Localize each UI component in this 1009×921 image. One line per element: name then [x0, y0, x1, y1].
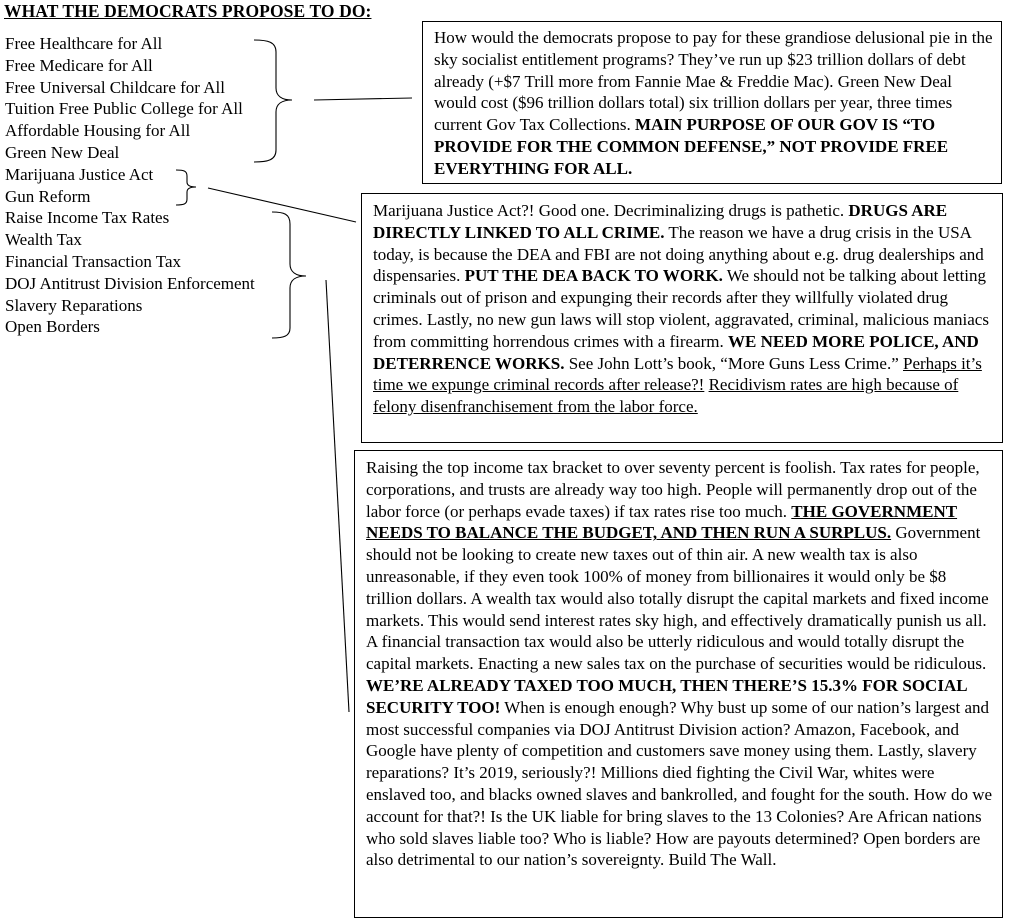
- drugs-underlined-1: Perhaps it’s time we expunge criminal records after release?!: [373, 353, 982, 395]
- taxes-rebuttal-box: [354, 450, 1003, 918]
- drugs-emphasis-1: DRUGS ARE DIRECTLY LINKED TO ALL CRIME.: [373, 201, 948, 242]
- funding-rebuttal-emphasis: MAIN PURPOSE OF OUR GOV IS “TO PROVIDE FOR THE COMMON DEFENSE,” NOT PROVIDE FREE EVERYTHING FOR ALL.: [434, 115, 949, 178]
- drugs-text-2: The reason we have a drug crisis in the USA today, is because the DEA and FBI are not doing anything about e.g. drug dealerships and dispensaries.: [373, 222, 984, 286]
- connector-line-taxes: [326, 280, 349, 712]
- drugs-guns-rebuttal-box: [361, 193, 1003, 443]
- drugs-text-3: We should not be talking about letting criminals out of prison and expunging their records after they willfully violated drug crimes. Lastly, no new gun laws will stop violent, aggravated, criminal, malicious maniacs from committing horrendous crimes with a firearm.: [373, 266, 989, 351]
- brace-taxes: [272, 212, 306, 338]
- drugs-text-1: Marijuana Justice Act?! Good one. Decriminalizing drugs is pathetic.: [373, 201, 849, 220]
- drugs-text-4: See John Lott’s book, “More Guns Less Crime.”: [564, 353, 903, 373]
- proposal-item-gun-reform: Gun Reform: [5, 186, 91, 206]
- drugs-emphasis-3: WE NEED MORE POLICE, AND DETERRENCE WORKS.: [373, 331, 979, 373]
- proposal-item-open-borders: Open Borders: [5, 317, 100, 337]
- proposal-item-wealth-tax: Wealth Tax: [5, 230, 82, 250]
- funding-rebuttal-box: [422, 21, 1002, 184]
- taxes-text-2: Government should not be looking to create new taxes out of thin air. A new wealth tax is also unreasonable, if they even took 100% of money from billionaires it would only be $8 trillion dollars. A wealth tax would also totally disrupt the capital markets and fixed income markets. This would send interest rates sky high, and effectively dramatically punish us all. A financial transaction tax would also be utterly ridiculous and would totally disrupt the capital markets. Enacting a new sales tax on the purchase of securities would be ridiculous.: [366, 523, 989, 674]
- proposal-item-marijuana-justice-act: Marijuana Justice Act: [5, 164, 154, 184]
- funding-rebuttal-text: [434, 27, 993, 180]
- proposal-list: [5, 33, 255, 338]
- drugs-guns-rebuttal-text: [373, 200, 994, 418]
- taxes-rebuttal-text: [366, 457, 994, 871]
- taxes-emphasis-1: WE’RE ALREADY TAXED TOO MUCH, THEN THERE’S 15.3% FOR SOCIAL SECURITY TOO!: [366, 675, 967, 717]
- proposal-item-universal-childcare: Free Universal Childcare for All: [5, 77, 225, 97]
- taxes-text-3: When is enough enough? Why bust up some of our nation’s largest and most successful companies via DOJ Antitrust Division action? Amazon, Facebook, and Google have plenty of competition and customers save money using them. Lastly, slavery reparations? It’s 2019, seriously?! Millions died fighting the Civil War, whites were enslaved too, and blacks owned slaves and bankrolled, and fought for the south. How do we account for that?! Is the UK liable for bring slaves to the 13 Colonies? Are African nations who sold slaves liable too? Who is liable? How are payouts determined? Open borders are also detrimental to our nation’s sovereignty. Build The Wall.: [366, 697, 993, 870]
- brace-entitlements: [254, 40, 292, 162]
- proposal-item-affordable-housing: Affordable Housing for All: [5, 121, 191, 141]
- taxes-emphasis-underlined-text: THE GOVERNMENT NEEDS TO BALANCE THE BUDGET, AND THEN RUN A SURPLUS.: [366, 501, 958, 543]
- page-title: WHAT THE DEMOCRATS PROPOSE TO DO:: [4, 1, 372, 21]
- proposal-item-slavery-reparations: Slavery Reparations: [5, 295, 143, 315]
- proposal-item-doj-antitrust: DOJ Antitrust Division Enforcement: [5, 273, 255, 293]
- drugs-underlined-2: Recidivism rates are high because of felony disenfranchisement from the labor force.: [373, 375, 959, 417]
- proposal-item-financial-transaction-tax: Financial Transaction Tax: [5, 251, 182, 271]
- funding-rebuttal-body: How would the democrats propose to pay for these grandiose delusional pie in the sky socialist entitlement programs? They’ve run up $23 trillion dollars of debt already (+$7 Trill more from Fannie Mae & Freddie Mac). Green New Deal would cost ($96 trillion dollars total) six trillion dollars per year, three times current Gov Tax Collections.: [434, 28, 993, 135]
- connector-line-entitlements: [314, 98, 412, 100]
- drugs-emphasis-2: PUT THE DEA BACK TO WORK.: [464, 266, 723, 286]
- proposal-item-tuition-free-college: Tuition Free Public College for All: [5, 99, 243, 119]
- proposal-item-free-medicare: Free Medicare for All: [5, 55, 153, 75]
- taxes-text-1: Raising the top income tax bracket to over seventy percent is foolish. Tax rates for people, corporations, and trusts are already way too high. People will permanently drop out of the labor force (or perhaps evade taxes) if tax rates rise too much.: [366, 458, 980, 521]
- proposal-item-raise-income-tax: Raise Income Tax Rates: [5, 208, 170, 228]
- proposal-item-green-new-deal: Green New Deal: [5, 142, 120, 162]
- proposal-item-free-healthcare: Free Healthcare for All: [5, 34, 163, 53]
